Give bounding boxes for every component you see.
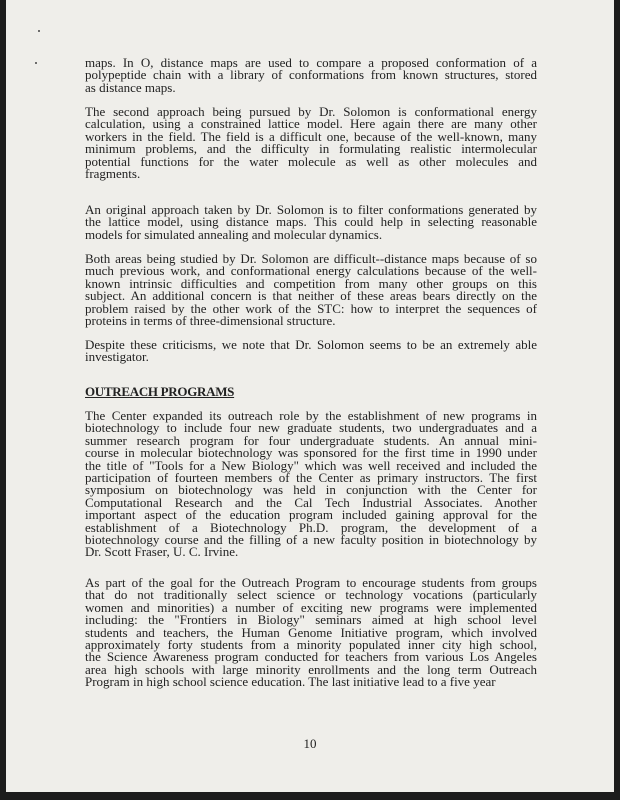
text-line: Computational Research and the Cal Tech Industrial Associates. Another	[85, 494, 537, 510]
text-line: known intrinsic difficulties and competition from many other groups on this	[85, 275, 537, 291]
paragraph	[85, 106, 537, 180]
text-line: that do not traditionally select science or technology vocations (particularly	[85, 587, 537, 603]
text-line: the Science Awareness program conducted for teachers from various Los Angeles	[85, 649, 537, 665]
paragraph	[85, 204, 537, 241]
text-line: Despite these criticisms, we note that Dr. Solomon seems to be an extremely able	[85, 337, 537, 352]
text-line: establishment of a Biotechnology Ph.D. program, the development of a	[85, 519, 537, 535]
text-line: students and teachers, the Human Genome Initiative program, which involved	[85, 624, 537, 640]
text-line: potential functions for the water molecule as well as other molecules and	[85, 153, 537, 169]
text-line: polypeptide chain with a library of conformations from known structures, stored	[85, 67, 537, 83]
text-line: proteins in terms of three-dimensional structure.	[85, 312, 336, 328]
paragraph	[85, 410, 537, 559]
text-line: biotechnology to include four new graduate students, two undergraduates and a	[85, 420, 537, 436]
text-line: much previous work, and conformational energy calculations because of the well-	[85, 263, 537, 279]
text-line: as distance maps.	[85, 79, 176, 95]
page-number: 10	[303, 736, 317, 751]
text-line: participation of fourteen members of the Center as primary instructors. The first	[85, 469, 537, 485]
text-line: minimum problems, and the difficulty in formulating realistic intermolecular	[85, 141, 537, 157]
scan-speck	[35, 62, 37, 64]
text-line: workers in the field. The field is a difficult one, because of the well-known, many	[85, 128, 537, 144]
text-line: area high schools with large minority enrollments and the long term Outreach	[85, 661, 537, 677]
text-line: fragments.	[85, 165, 141, 181]
text-line: the lattice model, using distance maps. This could help in selecting reasonable	[85, 214, 537, 230]
text-line: problem raised by the other work of the STC: how to interpret the sequences of	[85, 300, 537, 316]
text-line: Program in high school science education. The last initiative lead to a five year	[85, 674, 496, 690]
text-line: summer research program for four undergraduate students. An annual mini-	[85, 432, 537, 448]
text-line: symposium on biotechnology was held in conjunction with the Center for	[85, 482, 537, 498]
text-line: the title of "Tools for a New Biology" which was well received and included the	[85, 457, 537, 473]
text-line: calculation, using a constrained lattice model. Here again there are many other	[85, 116, 537, 132]
text-line: maps. In O, distance maps are used to compare a proposed conformation of a	[85, 55, 537, 70]
text-line: The Center expanded its outreach role by the establishment of new programs in	[85, 408, 537, 423]
text-line: As part of the goal for the Outreach Program to encourage students from groups	[85, 575, 537, 590]
paragraph	[85, 253, 537, 327]
text-line: important aspect of the education program included gaining approval for the	[85, 507, 537, 523]
text-line: including: the "Frontiers in Biology" seminars aimed at high school level	[85, 612, 537, 628]
text-line: biotechnology course and the filling of a new faculty position in biotechnology by	[85, 531, 537, 547]
document-page	[6, 0, 614, 792]
paragraph	[85, 339, 537, 364]
paragraph	[85, 57, 537, 94]
text-line: Both areas being studied by Dr. Solomon are difficult--distance maps because of so	[85, 251, 537, 266]
text-line: women and minorities) a number of exciting new programs were implemented	[85, 599, 537, 615]
text-line: approximately forty students from a minority populated inner city high school,	[85, 636, 537, 652]
text-line: course in molecular biotechnology was sponsored for the first time in 1990 under	[85, 445, 537, 461]
section-heading: OUTREACH PROGRAMS	[85, 384, 235, 399]
text-line: investigator.	[85, 349, 149, 365]
text-line: Dr. Scott Fraser, U. C. Irvine.	[85, 544, 239, 560]
scan-speck	[38, 30, 40, 32]
text-line: subject. An additional concern is that neither of these areas bears directly on the	[85, 288, 537, 304]
text-line: models for simulated annealing and molecular dynamics.	[85, 226, 383, 242]
text-line: An original approach taken by Dr. Solomon is to filter conformations generated by	[85, 202, 537, 217]
paragraph	[85, 577, 537, 689]
text-line: The second approach being pursued by Dr. Solomon is conformational energy	[85, 104, 537, 119]
